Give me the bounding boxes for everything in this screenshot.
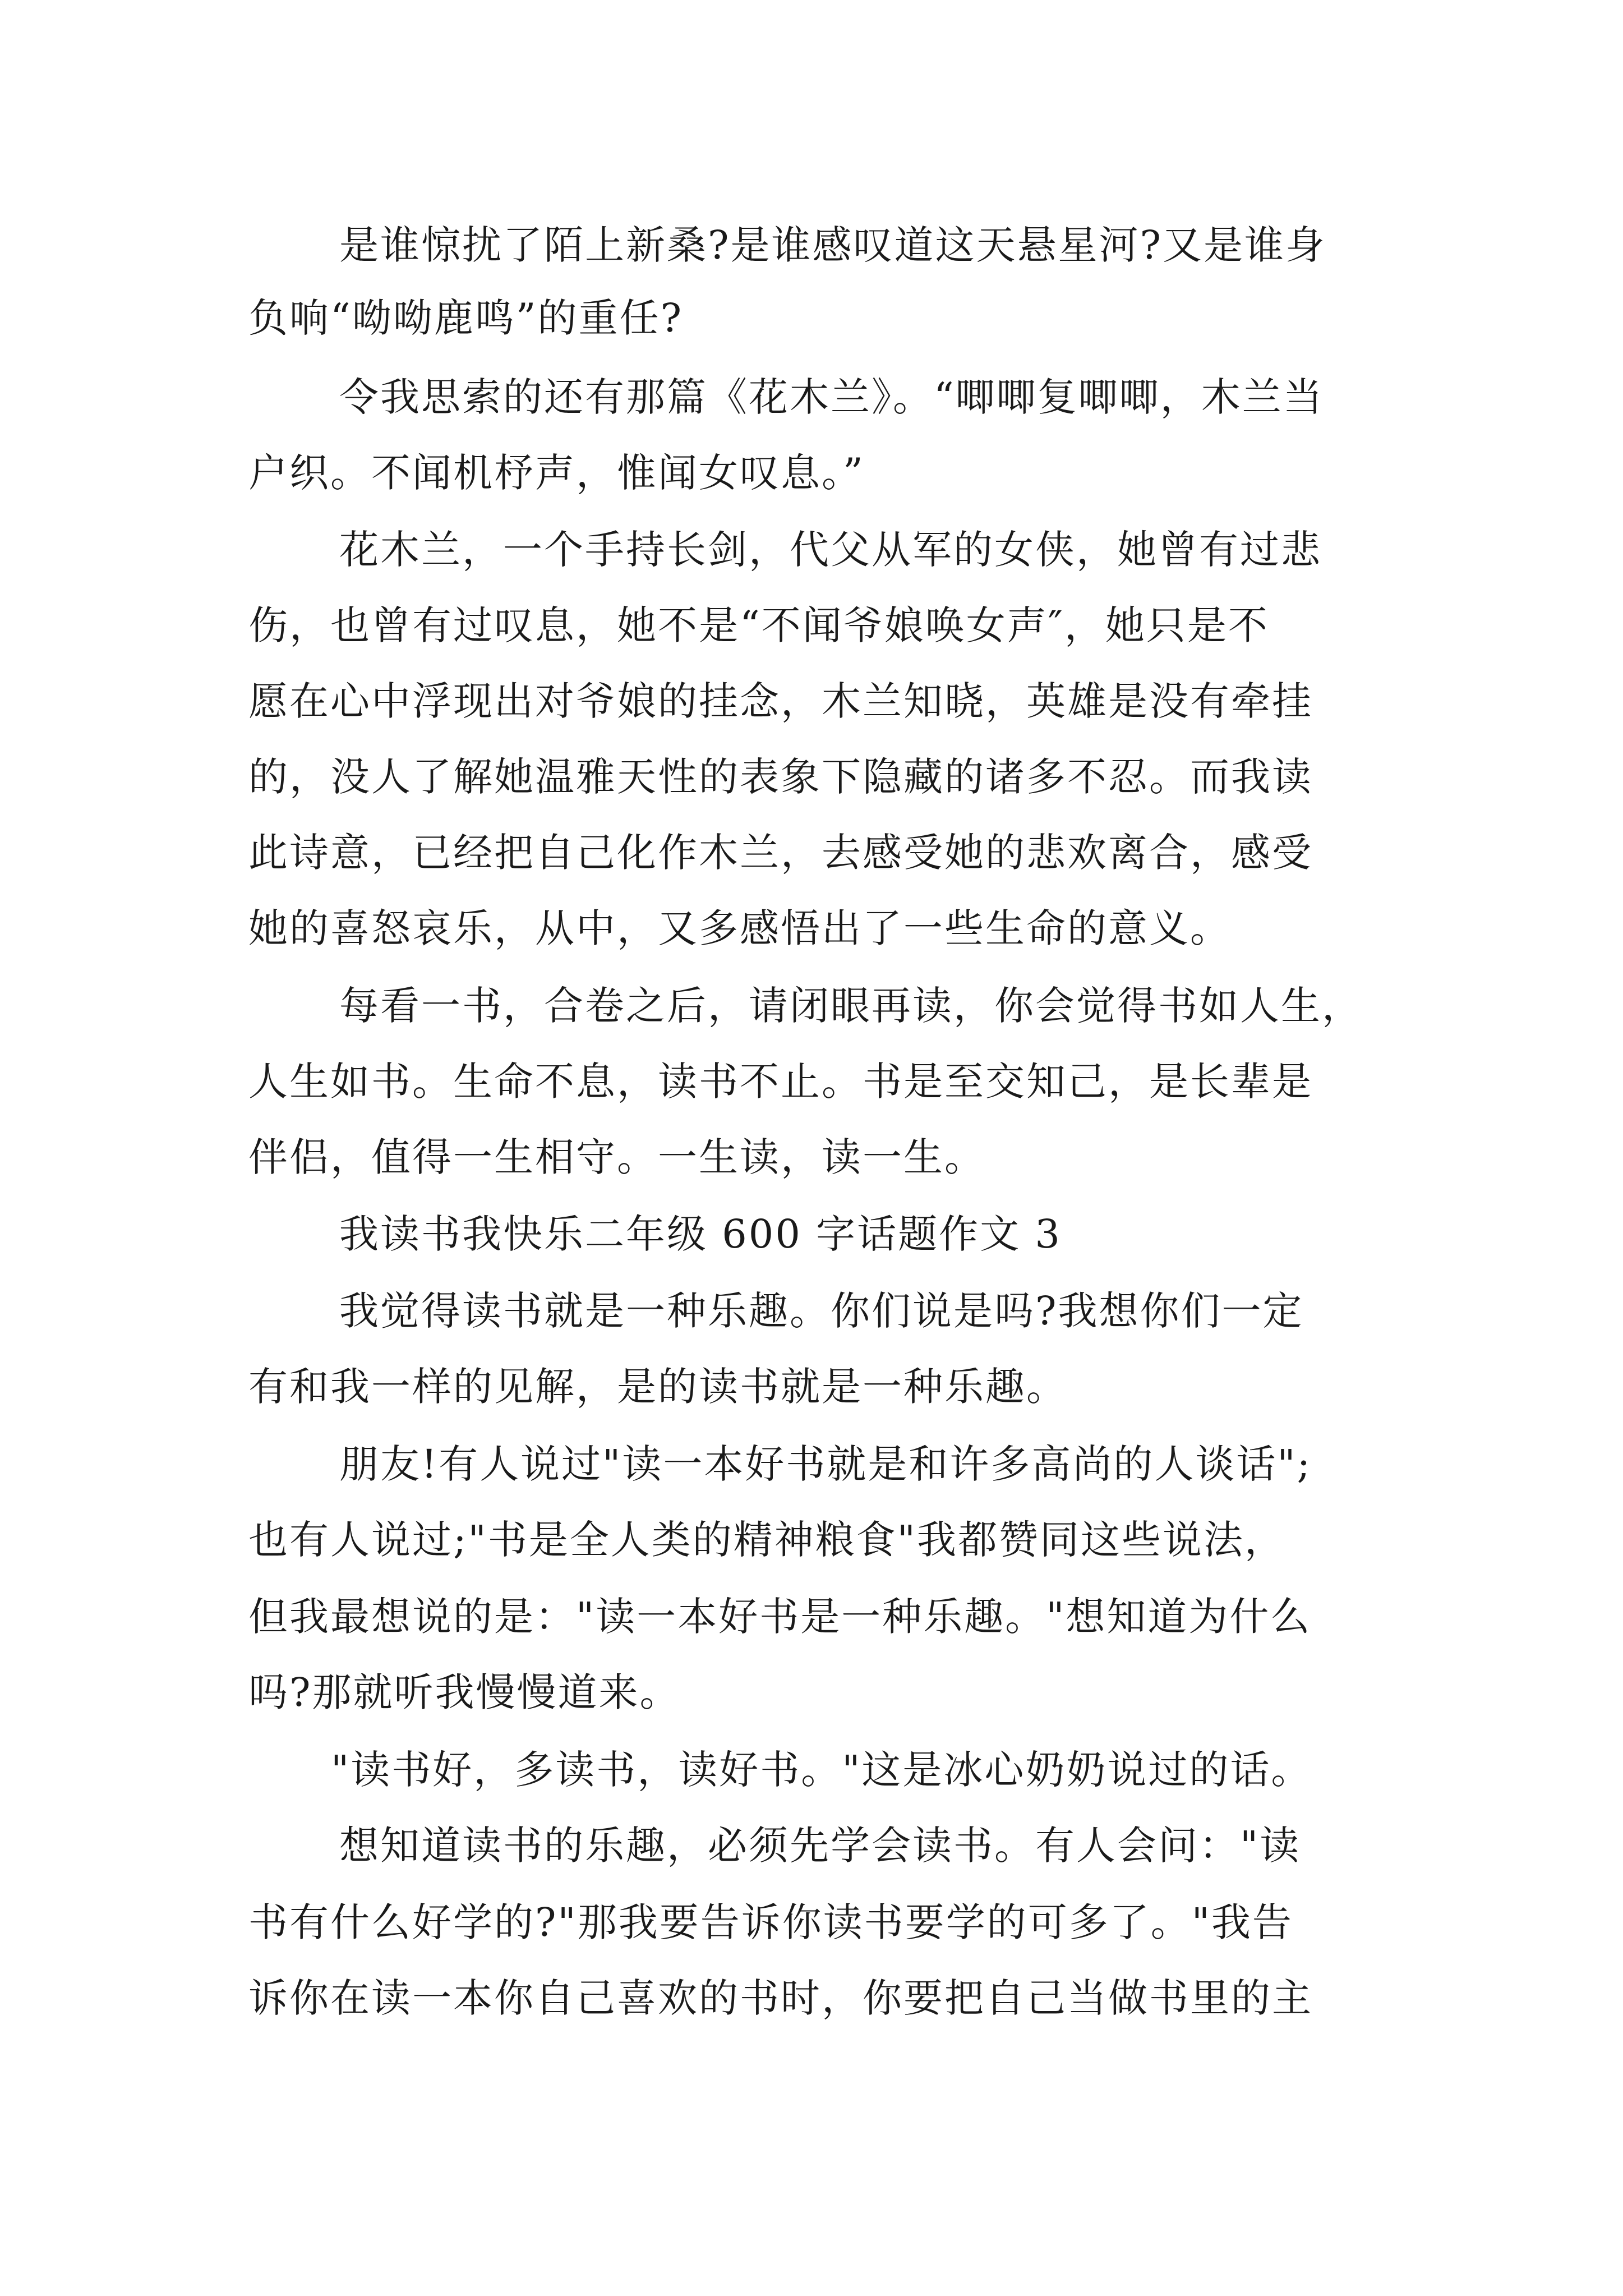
text-line: 有和我一样的见解，是的读书就是一种乐趣。 bbox=[248, 1364, 1067, 1410]
text-line: "读书好，多读书，读好书。"这是冰心奶奶说过的话。 bbox=[331, 1747, 1312, 1793]
text-line: 朋友!有人说过"读一本好书就是和许多高尚的人谈话"; bbox=[339, 1441, 1312, 1487]
text-line: 书有什么好学的?"那我要告诉你读书要学的可多了。"我告 bbox=[248, 1899, 1293, 1945]
text-line: 户织。不闻机杼声，惟闻女叹息。” bbox=[248, 450, 865, 496]
text-line: 是谁惊扰了陌上新桑?是谁感叹道这天悬星河?又是谁身 bbox=[339, 222, 1327, 268]
text-line: 每看一书，合卷之后，请闭眼再读，你会觉得书如人生， bbox=[339, 983, 1363, 1029]
text-line: 伤，也曾有过叹息，她不是“不闻爷娘唤女声″，她只是不 bbox=[248, 602, 1269, 648]
text-line: 她的喜怒哀乐，从中，又多感悟出了一些生命的意义。 bbox=[248, 905, 1231, 951]
text-line: 我觉得读书就是一种乐趣。你们说是吗?我想你们一定 bbox=[339, 1288, 1304, 1334]
text-line: 但我最想说的是："读一本好书是一种乐趣。"想知道为什么 bbox=[248, 1594, 1312, 1640]
text-line: 吗?那就听我慢慢道来。 bbox=[248, 1669, 681, 1715]
text-line: 想知道读书的乐趣，必须先学会读书。有人会问："读 bbox=[339, 1823, 1301, 1869]
text-line: 令我思索的还有那篇《花木兰》。“唧唧复唧唧，木兰当 bbox=[339, 374, 1324, 420]
text-line: 的，没人了解她温雅天性的表象下隐藏的诸多不忍。而我读 bbox=[248, 754, 1313, 800]
text-line: 愿在心中浮现出对爷娘的挂念，木兰知晓，英雄是没有牵挂 bbox=[248, 678, 1313, 724]
text-line: 负响“呦呦鹿鸣”的重任? bbox=[248, 295, 684, 341]
text-line: 此诗意，已经把自己化作木兰，去感受她的悲欢离合，感受 bbox=[248, 830, 1313, 876]
text-line: 花木兰，一个手持长剑，代父从军的女侠，她曾有过悲 bbox=[339, 527, 1322, 573]
text-line: 也有人说过;"书是全人类的精神粮食"我都赞同这些说法， bbox=[248, 1517, 1285, 1563]
text-line: 诉你在读一本你自己喜欢的书时，你要把自己当做书里的主 bbox=[248, 1975, 1313, 2021]
text-line: 伴侣，值得一生相守。一生读，读一生。 bbox=[248, 1134, 985, 1180]
text-line: 人生如书。生命不息，读书不止。书是至交知己，是长辈是 bbox=[248, 1059, 1313, 1105]
section-heading: 我读书我快乐二年级 600 字话题作文 3 bbox=[339, 1211, 1062, 1257]
